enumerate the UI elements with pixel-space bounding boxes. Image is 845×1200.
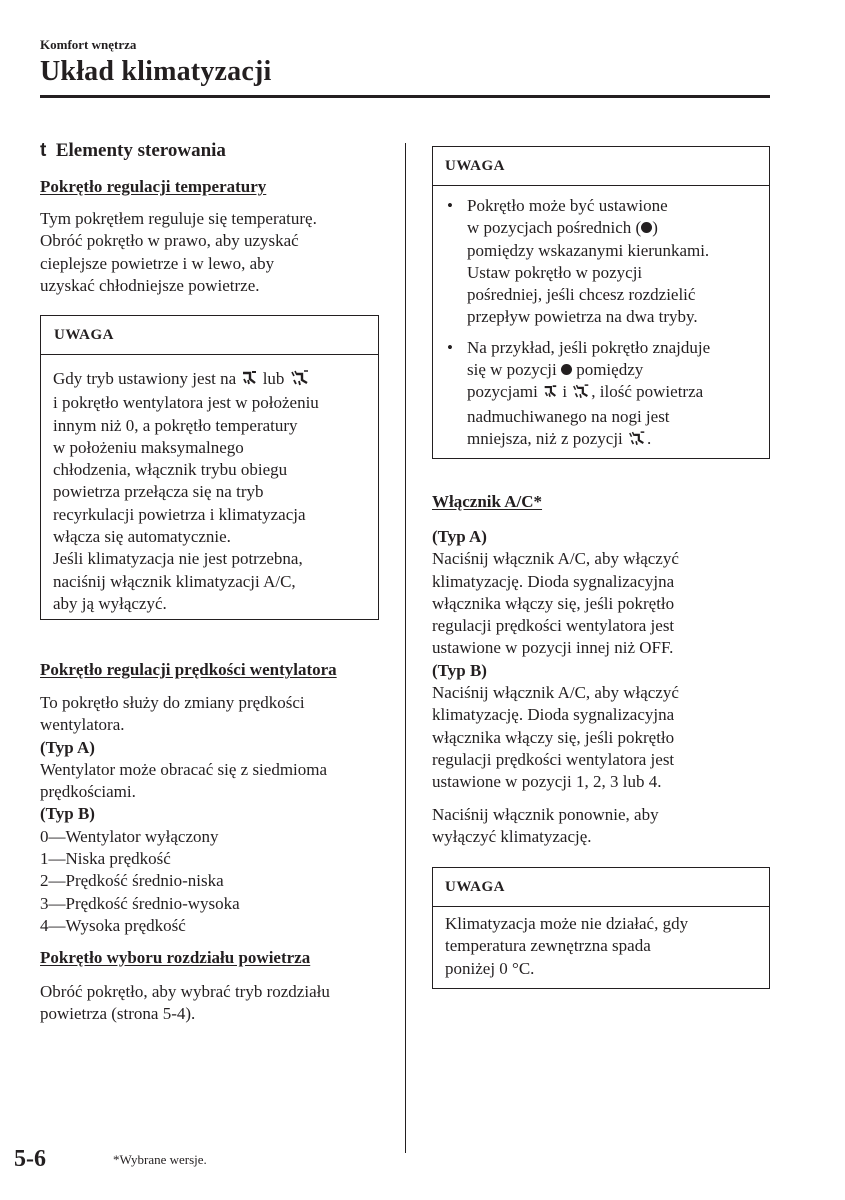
text-line: regulacji prędkości wentylatora jest	[432, 749, 675, 769]
text-line	[467, 359, 763, 381]
note-label: UWAGA	[433, 868, 769, 907]
seated-person-floor-defrost-icon	[289, 370, 311, 392]
temp-text	[40, 208, 390, 297]
type-a-label: (Typ A)	[40, 737, 95, 757]
text-line: ustawione w pozycji 1, 2, 3 lub 4.	[432, 772, 662, 792]
text-line: 3—Prędkość średnio-wysoka	[40, 893, 240, 913]
text-line: aby ją wyłączyć.	[53, 593, 167, 613]
text-line: cieplejsze powietrze i w lewo, aby	[40, 253, 275, 273]
text-line: To pokrętło służy do zmiany prędkości	[40, 693, 305, 712]
chapter-label: Komfort wnętrza	[40, 37, 137, 52]
text-line: regulacji prędkości wentylatora jest	[432, 616, 675, 636]
text-span: się w pozycji	[467, 360, 557, 380]
text-line: naciśnij włącznik klimatyzacji A/C,	[53, 571, 296, 591]
text-line	[467, 217, 763, 239]
note-body	[433, 186, 769, 452]
text-line: temperatura zewnętrzna spada	[445, 936, 651, 956]
text-span: .	[647, 428, 652, 448]
text-line: 0—Wentylator wyłączony	[40, 826, 219, 846]
text-span: lub	[262, 369, 285, 388]
seated-person-floor-vent-icon	[240, 370, 258, 392]
mode-text	[40, 981, 395, 1026]
text-line: przepływ powietrza na dwa tryby.	[467, 307, 698, 327]
text-line: ustawione w pozycji innej niż OFF.	[432, 638, 674, 658]
page-title: Układ klimatyzacji	[40, 56, 272, 87]
text-line: Obróć pokrętło w prawo, aby uzyskać	[40, 231, 299, 251]
text-span: i	[562, 382, 568, 402]
page-number: 5-6	[14, 1146, 46, 1172]
text-line: chłodzenia, włącznik trybu obiegu	[53, 460, 288, 480]
temp-heading: Pokrętło regulacji temperatury	[40, 177, 267, 196]
footnote: *Wybrane wersje.	[113, 1152, 207, 1167]
note-box-3	[432, 867, 770, 989]
bullet-item	[433, 337, 763, 452]
text-line: pomiędzy wskazanymi kierunkami.	[467, 240, 710, 260]
text-line: w położeniu maksymalnego	[53, 437, 244, 457]
text-line: Tym pokrętłem reguluje się temperaturę.	[40, 209, 317, 228]
text-line: 1—Niska prędkość	[40, 849, 171, 869]
text-span: pomiędzy	[576, 360, 644, 380]
text-line: Wentylator może obracać się z siedmioma	[40, 759, 328, 779]
seated-person-floor-defrost-icon	[571, 383, 591, 405]
filled-circle-icon	[561, 364, 572, 375]
note-label: UWAGA	[433, 147, 769, 186]
text-line: Naciśnij włącznik A/C, aby włączyć	[432, 683, 679, 703]
section-heading	[40, 140, 226, 162]
seated-person-floor-defrost-icon	[627, 430, 647, 452]
text-line: włącznika włączy się, jeśli pokrętło	[432, 593, 675, 613]
text-line: Naciśnij włącznik ponownie, aby	[432, 805, 659, 824]
text-line: włącza się automatycznie.	[53, 527, 231, 547]
text-line: pośredniej, jeśli chcesz rozdzielić	[467, 285, 696, 305]
note-body	[433, 907, 769, 980]
text-line: Klimatyzacja może nie działać, gdy	[445, 914, 689, 933]
bullet-item	[433, 195, 763, 329]
fan-heading: Pokrętło regulacji prędkości wentylatora	[40, 660, 337, 679]
text-line: Ustaw pokrętło w pozycji	[467, 262, 643, 282]
title-rule	[40, 95, 770, 98]
text-span: )	[652, 218, 658, 238]
text-line: klimatyzację. Dioda sygnalizacyjna	[432, 571, 675, 591]
mode-heading: Pokrętło wyboru rozdziału powietrza	[40, 948, 311, 967]
seated-person-floor-vent-icon	[542, 383, 558, 405]
note-body	[41, 355, 378, 615]
text-span: , ilość powietrza	[591, 382, 704, 402]
text-line: wentylatora.	[40, 715, 125, 735]
column-divider	[405, 143, 406, 1153]
section-marker: t	[40, 140, 47, 161]
note-label: UWAGA	[41, 316, 378, 355]
note-box-2	[432, 146, 770, 459]
text-line: wyłączyć klimatyzację.	[432, 827, 592, 847]
text-line: i pokrętło wentylatora jest w położeniu	[53, 393, 319, 413]
text-line: 4—Wysoka prędkość	[40, 915, 186, 935]
type-b-label: (Typ B)	[432, 660, 487, 680]
text-line	[467, 428, 763, 452]
text-line: innym niż 0, a pokrętło temperatury	[53, 415, 298, 435]
fan-text	[40, 692, 395, 937]
text-span: mniejsza, niż z pozycji	[467, 428, 623, 448]
text-line: uzyskać chłodniejsze powietrze.	[40, 275, 260, 295]
ac-heading: Włącznik A/C*	[432, 492, 543, 511]
text-line: poniżej 0 °C.	[445, 958, 535, 978]
text-line: powietrza (strona 5-4).	[40, 1004, 196, 1024]
text-line: 2—Prędkość średnio-niska	[40, 871, 224, 891]
ac-off-text	[432, 804, 772, 849]
text-line: klimatyzację. Dioda sygnalizacyjna	[432, 705, 675, 725]
text-line: Naciśnij włącznik A/C, aby włączyć	[432, 549, 679, 569]
text-line: recyrkulacji powietrza i klimatyzacja	[53, 504, 306, 524]
text-span: w pozycjach pośrednich (	[467, 218, 642, 238]
note-box-1	[40, 315, 379, 620]
bullet-icon: •	[447, 196, 453, 215]
text-line: włącznika włączy się, jeśli pokrętło	[432, 727, 675, 747]
text-line: Jeśli klimatyzacja nie jest potrzebna,	[53, 549, 303, 569]
ac-text	[432, 526, 772, 794]
type-a-label: (Typ A)	[432, 527, 487, 546]
text-line: prędkościami.	[40, 782, 136, 802]
text-line	[53, 368, 366, 392]
text-line: Obróć pokrętło, aby wybrać tryb rozdziału	[40, 982, 330, 1001]
text-line: Na przykład, jeśli pokrętło znajduje	[467, 337, 711, 357]
section-title: Elementy sterowania	[55, 140, 226, 161]
text-span: Gdy tryb ustawiony jest na	[53, 369, 237, 388]
text-line: nadmuchiwanego na nogi jest	[467, 406, 670, 426]
bullet-icon: •	[447, 337, 453, 357]
text-line	[467, 381, 763, 405]
text-span: pozycjami	[467, 382, 538, 402]
filled-circle-icon	[641, 222, 652, 233]
text-line: powietrza przełącza się na tryb	[53, 482, 264, 502]
text-line: Pokrętło może być ustawione	[467, 196, 668, 215]
type-b-label: (Typ B)	[40, 804, 95, 824]
